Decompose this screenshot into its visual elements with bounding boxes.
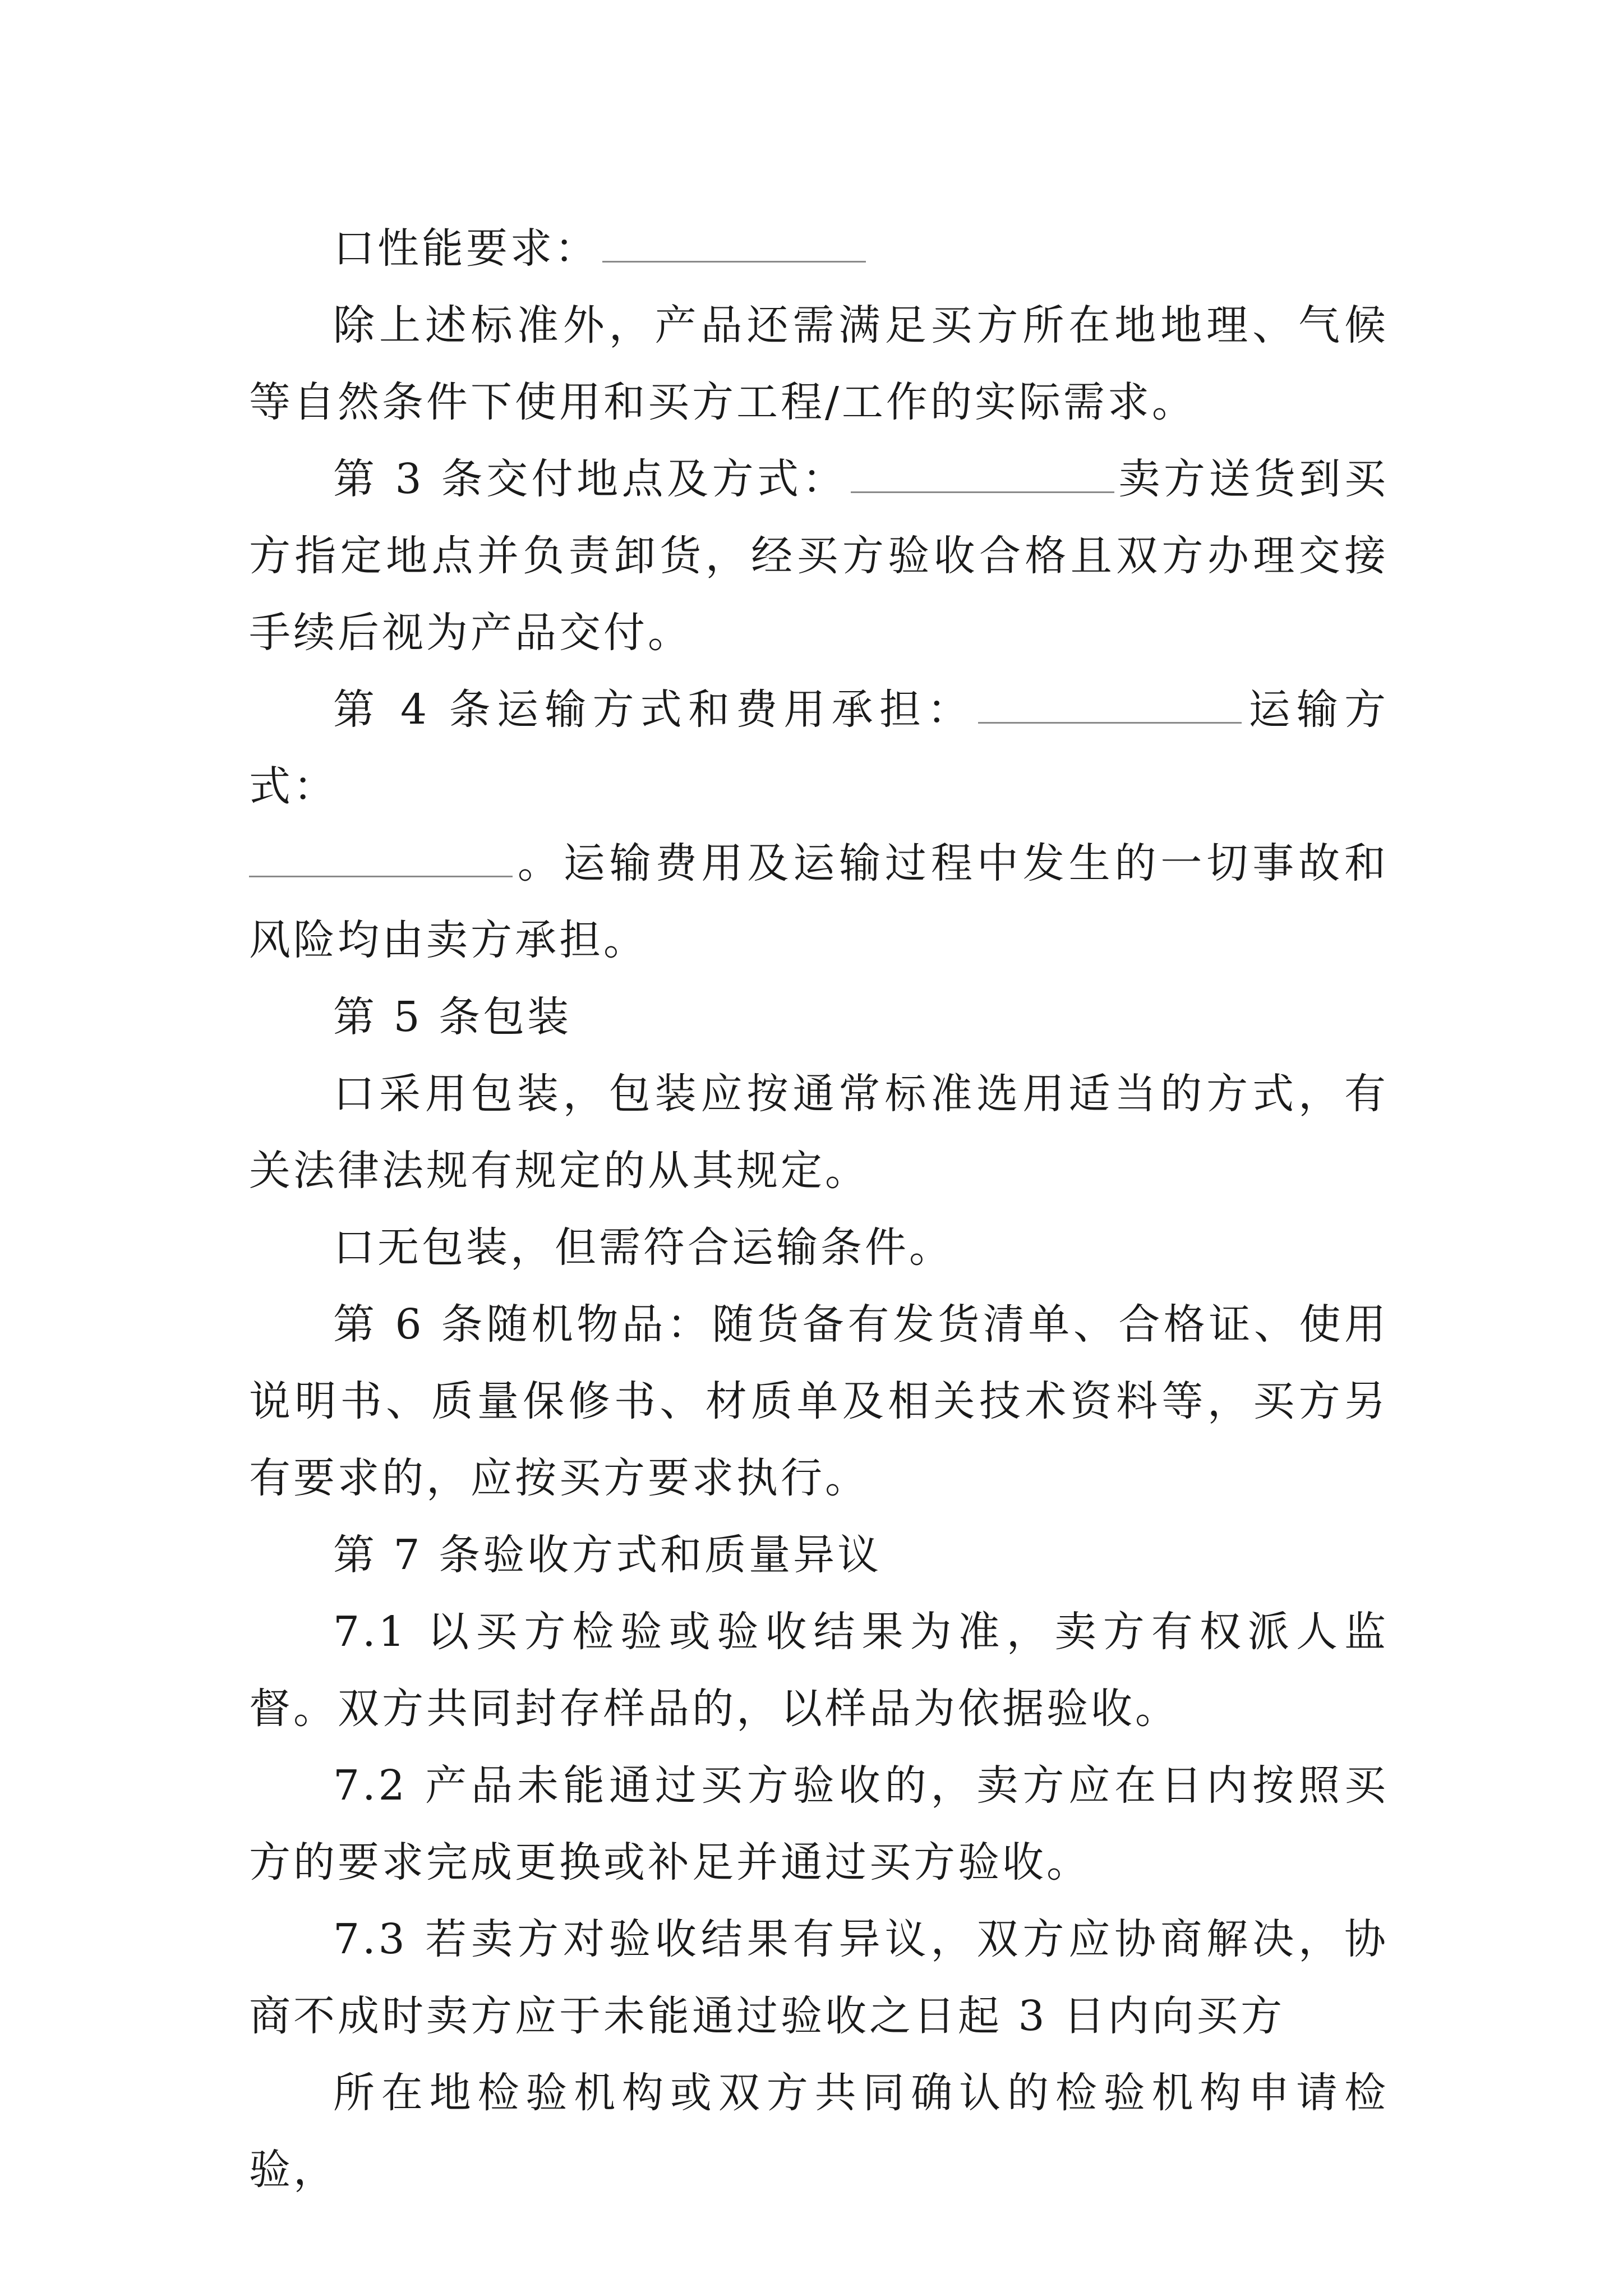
article-7-heading [249,1517,1389,1594]
fill-in-blank[interactable] [978,688,1242,724]
para-text: 7.3 若卖方对验收结果有异议，双方应协商解决，协商不成时卖方应于未能通过验收之日起 3 日内向买方 [249,1915,1389,2040]
para-text: 第 7 条验收方式和质量异议 [333,1531,882,1579]
additional-requirements-paragraph [249,287,1389,441]
performance-requirement-line [249,210,1389,287]
clause-7-2 [249,1747,1389,1901]
article-4-transport-continued [249,825,1389,979]
article-4-transport [249,671,1389,825]
para-text: 卖方送货到买方指定地点并负责卸货，经买方验收合格且双方办理交接手续后视为产品交付。 [249,455,1389,657]
clause-7-3-continued [249,2055,1389,2208]
para-text: 第 3 条交付地点及方式： [333,455,848,503]
para-text: 第 4 条运输方式和费用承担： [333,685,975,734]
fill-in-blank[interactable] [249,842,513,877]
para-text: 第 6 条随机物品：随货备有发货清单、合格证、使用说明书、质量保修书、材质单及相关技术资料等，买方另有要求的，应按买方要求执行。 [249,1300,1389,1502]
para-text: 口无包装，但需符合运输条件。 [333,1223,953,1272]
article-6-accessories [249,1286,1389,1517]
para-text: 7.1 以买方检验或验收结果为准，卖方有权派人监督。双方共同封存样品的，以样品为依据验收。 [249,1608,1389,1733]
para-text: 第 5 条包装 [333,993,572,1041]
packaging-option-2 [249,1209,1389,1286]
fill-in-blank[interactable] [851,458,1114,493]
para-text: 口性能要求： [333,224,599,273]
para-text: 除上述标准外，产品还需满足买方所在地地理、气候等自然条件下使用和买方工程/工作的实际需求。 [249,301,1389,426]
clause-7-1 [249,1594,1389,1747]
article-5-heading [249,979,1389,1056]
document-body [249,210,1389,2208]
article-3-delivery [249,441,1389,671]
para-text: 7.2 产品未能通过买方验收的，卖方应在日内按照买方的要求完成更换或补足并通过买方验收。 [249,1761,1389,1887]
fill-in-blank[interactable] [602,227,866,263]
para-text: 口采用包装，包装应按通常标准选用适当的方式，有关法律法规有规定的从其规定。 [249,1070,1389,1195]
packaging-option-1 [249,1056,1389,1209]
para-text: 运输方式： [249,685,1389,811]
para-text: 所在地检验机构或双方共同确认的检验机构申请检验， [249,2069,1389,2194]
clause-7-3 [249,1901,1389,2055]
para-text: 。运输费用及运输过程中发生的一切事故和风险均由卖方承担。 [249,839,1389,964]
